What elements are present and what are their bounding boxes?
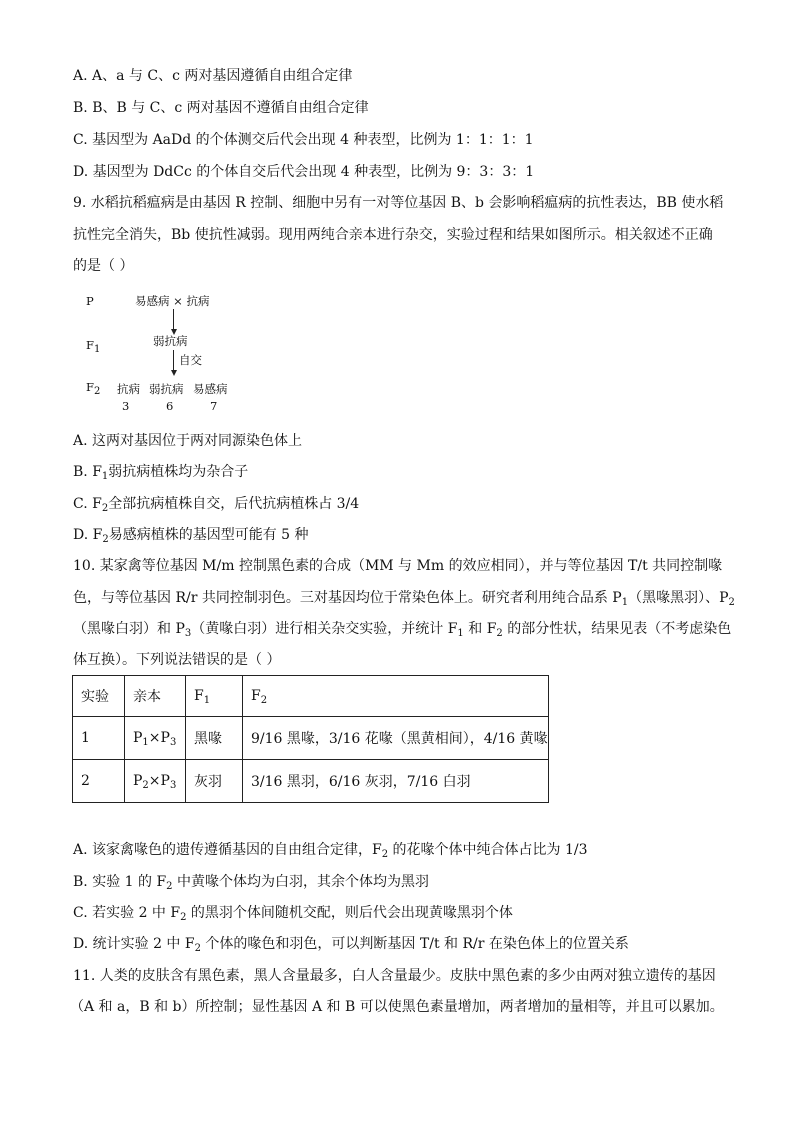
row2-parents: $P_2\times P_3$ bbox=[125, 760, 186, 803]
diagram-p-label: P bbox=[86, 294, 94, 308]
q11-stem-line-2: （A 和 a，B 和 b）所控制；显性基因 A 和 B 可以使黑色素量增加，两者增加的量相等，并且可以累加。 bbox=[70, 999, 724, 1015]
diagram-f2-ratio-3: 7 bbox=[210, 399, 218, 413]
q10-stem-line-2: 色，与等位基因 R/r 共同控制羽色。三对基因均位于常染色体上。研究者利用纯合品系 $P_1$（黑喙黑羽）、$P_2$ bbox=[73, 590, 735, 608]
q9-stem-line-1: 9. 水稻抗稻瘟病是由基因 R 控制、细胞中另有一对等位基因 B、b 会影响稻瘟病的抗性表达，BB 使水稻 bbox=[73, 195, 724, 211]
q9-stem-line-3: 的是（ ） bbox=[73, 258, 134, 274]
diagram-f2-phenotype-3: 易感病 bbox=[193, 382, 228, 396]
q10-option-a: A. 该家禽喙色的遗传遵循基因的自由组合定律，$F_2$ 的花喙个体中纯合体占比为 1/3 bbox=[73, 842, 588, 860]
diagram-arrowhead-2 bbox=[171, 370, 177, 376]
table-header-row bbox=[73, 676, 549, 717]
row1-experiment: 1 bbox=[73, 717, 125, 760]
diagram-f2-phenotype-1: 抗病 bbox=[117, 382, 140, 396]
q9-option-d: D. $F_2$易感病植株的基因型可能有 5 种 bbox=[73, 527, 309, 545]
q10-stem-line-1: 10. 某家禽等位基因 M/m 控制黑色素的合成（MM 与 Mm 的效应相同），并与等位基因 T/t 共同控制喙 bbox=[73, 558, 723, 574]
diagram-f2-ratio-2: 6 bbox=[166, 399, 174, 413]
row1-f1: 黑喙 bbox=[186, 717, 243, 760]
q10-option-b: B. 实验 1 的 $F_2$ 中黄喙个体均为白羽，其余个体均为黑羽 bbox=[73, 874, 429, 892]
q9-option-a: A. 这两对基因位于两对同源染色体上 bbox=[73, 433, 303, 449]
results-table bbox=[72, 675, 549, 803]
q10-stem-line-3: （黑喙白羽）和 $P_3$（黄喙白羽）进行相关杂交实验，并统计 $F_1$ 和 $F_2$ 的部分性状，结果见表（不考虑染色 bbox=[73, 621, 732, 639]
diagram-f2-ratio-1: 3 bbox=[122, 399, 130, 413]
q8-option-c: C. 基因型为 AaDd 的个体测交后代会出现 4 种表型，比例为 1：1：1：1 bbox=[73, 132, 534, 148]
row1-f2: 9/16 黑喙，3/16 花喙（黑黄相间），4/16 黄喙 bbox=[243, 717, 549, 760]
q11-stem-line-1: 11. 人类的皮肤含有黑色素，黑人含量最多，白人含量最少。皮肤中黑色素的多少由两对独立遗传的基因 bbox=[73, 968, 716, 984]
q10-stem-line-4: 体互换）。下列说法错误的是（ ） bbox=[73, 652, 281, 668]
diagram-f1-phenotype: 弱抗病 bbox=[153, 334, 188, 348]
header-parents: 亲本 bbox=[125, 676, 186, 717]
row2-f1: 灰羽 bbox=[186, 760, 243, 803]
diagram-f1-label: $F_1$ bbox=[86, 338, 101, 355]
diagram-selfing-label: 自交 bbox=[179, 353, 202, 367]
q10-option-d: D. 统计实验 2 中 $F_2$ 个体的喙色和羽色，可以判断基因 T/t 和 R/r 在染色体上的位置关系 bbox=[73, 936, 629, 954]
diagram-f2-label: $F_2$ bbox=[86, 380, 101, 397]
q9-option-b: B. $F_1$弱抗病植株均为杂合子 bbox=[73, 464, 249, 482]
diagram-f2-phenotype-2: 弱抗病 bbox=[149, 382, 184, 396]
header-experiment: 实验 bbox=[73, 676, 125, 717]
q8-option-b: B. B、B 与 C、c 两对基因不遵循自由组合定律 bbox=[73, 100, 369, 116]
q10-option-c: C. 若实验 2 中 $F_2$ 的黑羽个体间随机交配，则后代会出现黄喙黑羽个体 bbox=[73, 905, 513, 923]
row1-parents: $P_1\times P_3$ bbox=[125, 717, 186, 760]
table-row bbox=[73, 760, 549, 803]
q8-option-d: D. 基因型为 DdCc 的个体自交后代会出现 4 种表型，比例为 9：3：3：1 bbox=[73, 164, 535, 180]
header-f1: $F_1$ bbox=[186, 676, 243, 717]
header-f2: $F_2$ bbox=[243, 676, 549, 717]
diagram-parent-cross: 易感病 × 抗病 bbox=[135, 294, 210, 308]
diagram-arrow-1 bbox=[173, 309, 174, 331]
diagram-arrow-2 bbox=[173, 350, 174, 372]
row2-experiment: 2 bbox=[73, 760, 125, 803]
row2-f2: 3/16 黑羽，6/16 灰羽，7/16 白羽 bbox=[243, 760, 549, 803]
q9-stem-line-2: 抗性完全消失，Bb 使抗性减弱。现用两纯合亲本进行杂交，实验过程和结果如图所示。相关叙述不正确 bbox=[73, 227, 713, 243]
q8-option-a: A. A、a 与 C、c 两对基因遵循自由组合定律 bbox=[73, 68, 353, 84]
table-row bbox=[73, 717, 549, 760]
q9-option-c: C. $F_2$全部抗病植株自交，后代抗病植株占 3/4 bbox=[73, 496, 360, 514]
